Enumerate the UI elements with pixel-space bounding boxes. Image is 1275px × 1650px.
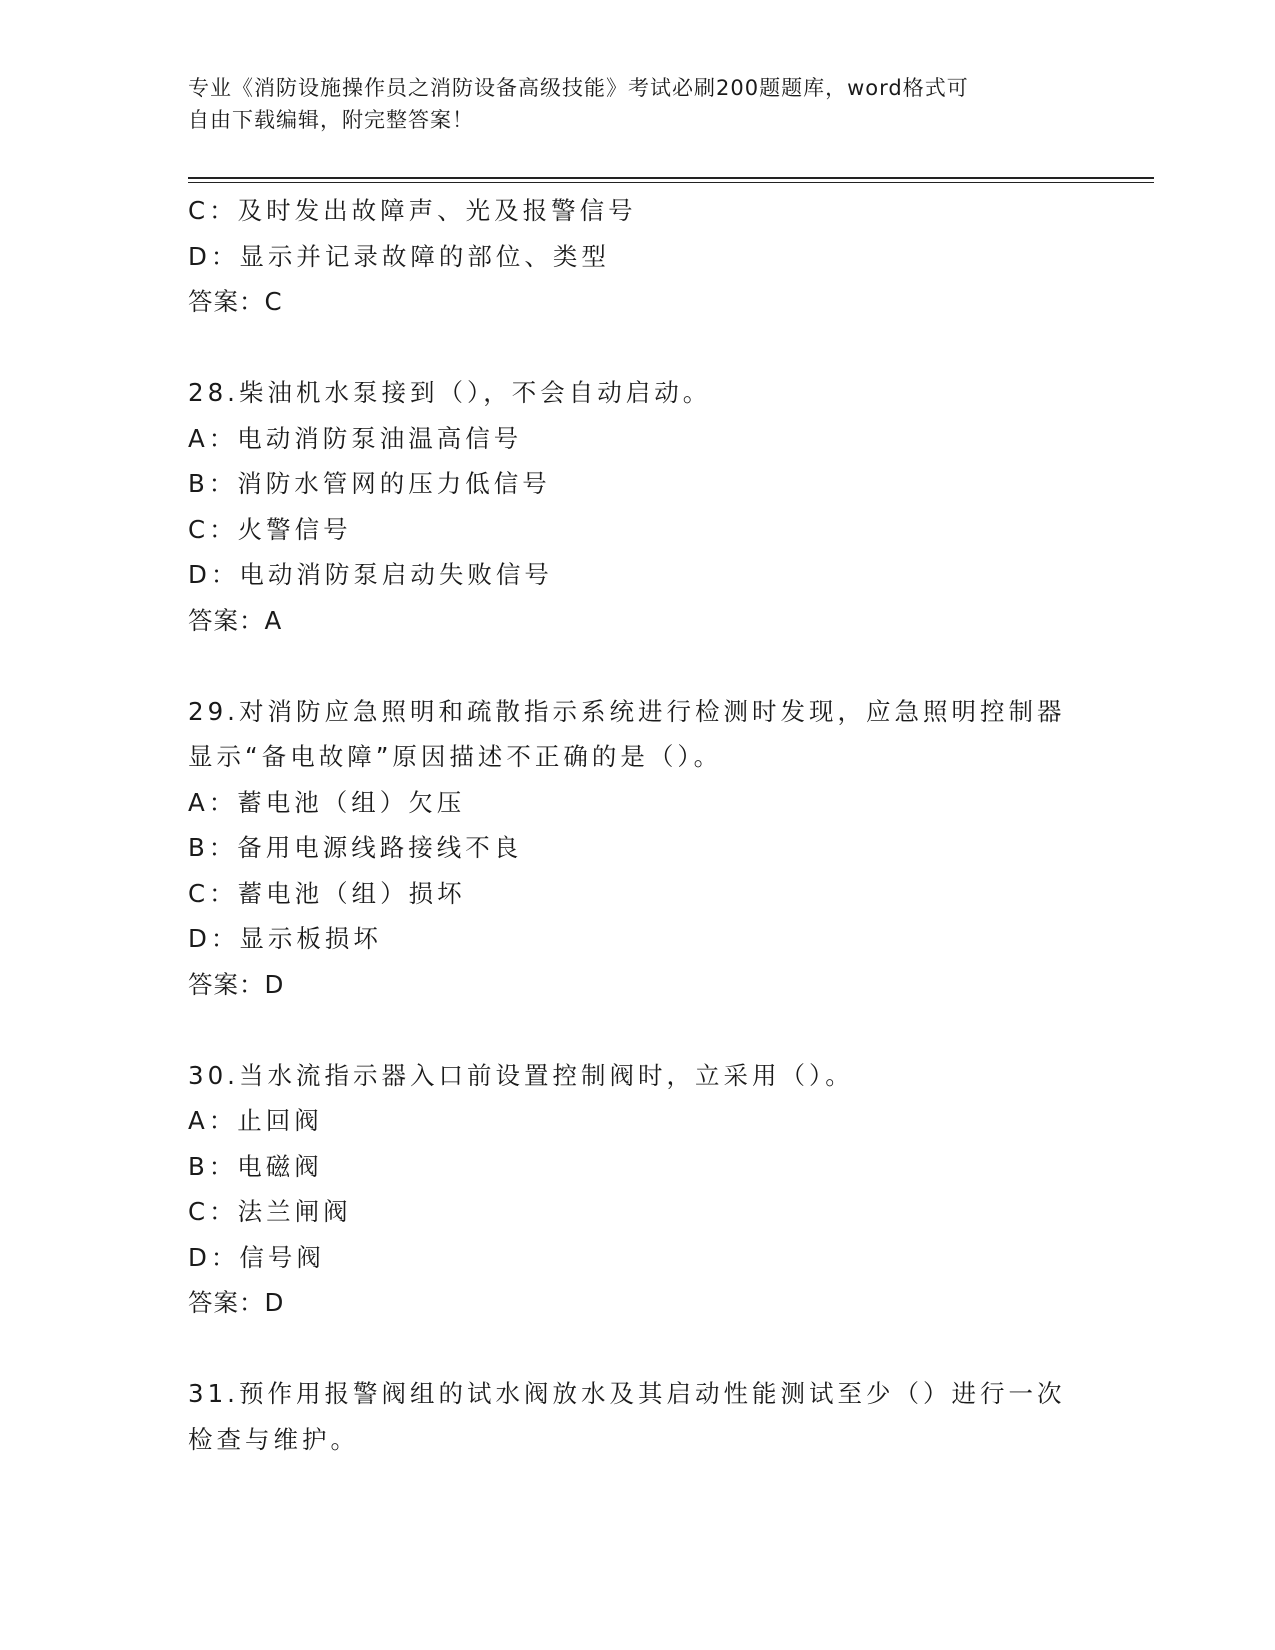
answer-line: 答案：D [188,969,285,999]
header-divider-thick [188,177,1154,179]
option-a: A：止回阀 [188,1106,323,1135]
question-text-continued: 检查与维护。 [188,1424,359,1454]
document-header [188,72,1068,136]
answer-line: 答案：D [188,1288,285,1317]
question-block-prev [188,188,1088,325]
question-text: 29.对消防应急照明和疏散指示系统进行检测时发现，应急照明控制器 [188,696,1066,726]
question-list [188,188,1088,1462]
question-block-28 [188,370,1088,643]
question-text: 30.当水流指示器入口前设置控制阀时，立采用（）。 [188,1060,854,1090]
option-c: C：及时发出故障声、光及报警信号 [188,196,637,225]
option-b: B：电磁阀 [188,1151,323,1181]
header-divider-thin [188,182,1154,183]
header-line-1: 专业《消防设施操作员之消防设备高级技能》考试必刷200题题库，word格式可 [188,76,969,100]
answer-line: 答案：C [188,287,283,316]
option-d: D：显示并记录故障的部位、类型 [188,241,610,271]
option-d: D：信号阀 [188,1242,325,1272]
option-c: C：法兰闸阀 [188,1197,352,1226]
option-d: D：显示板损坏 [188,924,382,953]
option-c: C：火警信号 [188,514,352,544]
option-d: D：电动消防泵启动失败信号 [188,560,553,589]
spacer [188,1326,1088,1372]
question-text: 28.柴油机水泵接到（），不会自动启动。 [188,378,712,407]
question-block-30 [188,1053,1088,1326]
header-line-2: 自由下载编辑，附完整答案！ [188,108,474,132]
spacer [188,643,1088,689]
option-b: B：备用电源线路接线不良 [188,833,523,862]
spacer [188,325,1088,371]
question-text: 31.预作用报警阀组的试水阀放水及其启动性能测试至少（）进行一次 [188,1379,1066,1408]
option-a: A：电动消防泵油温高信号 [188,423,523,453]
question-block-29 [188,689,1088,1008]
option-b: B：消防水管网的压力低信号 [188,469,551,498]
answer-line: 答案：A [188,605,283,635]
question-block-31 [188,1371,1088,1462]
option-a: A：蓄电池（组）欠压 [188,787,466,817]
spacer [188,1007,1088,1053]
question-text-continued: 显示“备电故障”原因描述不正确的是（）。 [188,742,723,771]
option-c: C：蓄电池（组）损坏 [188,878,466,908]
